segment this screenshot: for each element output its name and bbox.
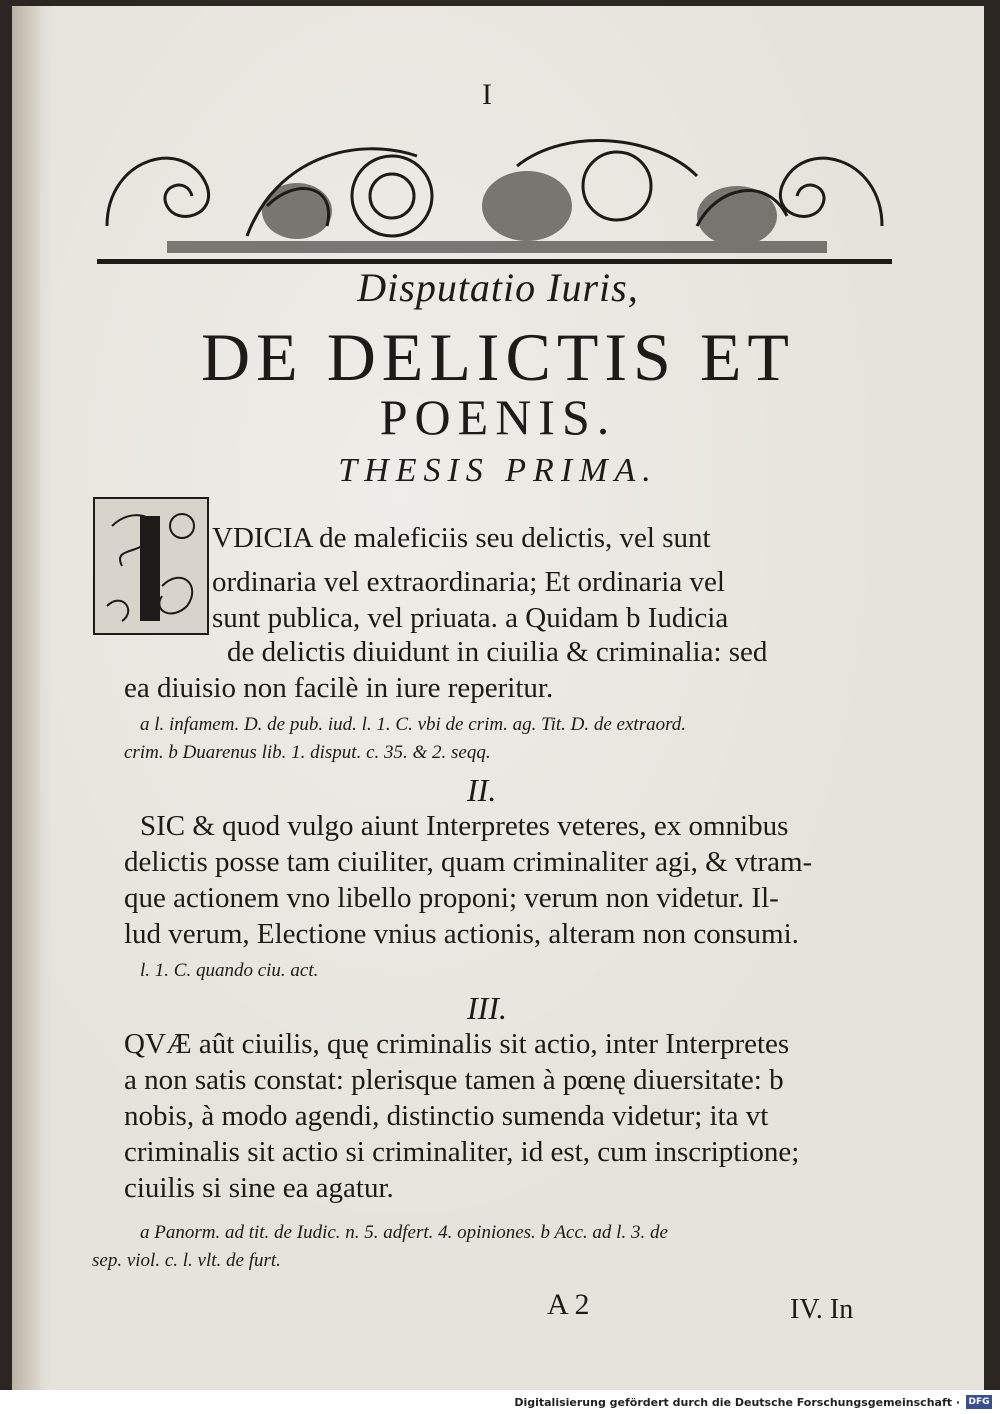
catchword: IV. In [790,1294,854,1325]
paragraph1-line-2: ordinaria vel extraordinaria; Et ordinaria vel [212,566,725,598]
subtitle: Disputatio Iuris, [357,265,639,310]
paragraph1-line-5: ea diuisio non facilè in iure reperitur. [124,672,554,704]
page-number: I [482,78,492,111]
paragraph3-line-1: QVÆ aût ciuilis, quę criminalis sit actio, inter Interpretes [124,1028,790,1060]
paragraph3-line-4: criminalis sit actio si criminaliter, id est, cum inscriptione; [124,1136,800,1168]
footnote3-line-1: a Panorm. ad tit. de Iudic. n. 5. adfert. 4. opiniones. b Acc. ad l. 3. de [140,1222,668,1243]
binding-edge [12,6,40,1390]
ornamental-headpiece [97,116,892,266]
decorated-initial [92,496,210,636]
dfg-logo: DFG [966,1395,992,1409]
footnote3-line-2: sep. viol. c. l. vlt. de furt. [92,1250,281,1271]
paragraph2-line-3: que actionem vno libello proponi; verum non videtur. Il- [124,882,779,914]
paragraph2-line-2: delictis posse tam ciuiliter, quam criminaliter agi, & vtram- [124,846,813,878]
paragraph1-line-3: sunt publica, vel priuata. a Quidam b Iudicia [212,602,729,634]
section-number-2: II. [467,772,497,808]
section-number-3: III. [467,990,507,1026]
funding-note: Digitalisierung gefördert durch die Deutsche Forschungsgemeinschaft · [514,1396,960,1409]
footnote2: l. 1. C. quando ciu. act. [140,960,319,981]
paragraph3-line-2: a non satis constat: plerisque tamen à pœnę diuersitate: b [124,1064,784,1096]
signature-mark: A 2 [547,1288,590,1321]
footnote1-line-2: crim. b Duarenus lib. 1. disput. c. 35. & 2. seqq. [124,742,491,763]
title-line-2: POENIS. [379,389,617,445]
paragraph1-line-1: VDICIA de maleficiis seu delictis, vel sunt [212,522,711,554]
paragraph3-line-3: nobis, à modo agendi, distinctio sumenda videtur; ita vt [124,1100,769,1132]
paragraph2-line-1: SIC & quod vulgo aiunt Interpretes veteres, ex omnibus [140,810,789,842]
paragraph2-line-4: lud verum, Electione vnius actionis, alteram non consumi. [124,918,799,950]
paragraph1-line-4: de delictis diuidunt in ciuilia & criminalia: sed [227,636,768,668]
title-line-1: DE DELICTIS ET [201,319,795,395]
paragraph3-line-5: ciuilis si sine ea agatur. [124,1172,394,1204]
book-page [12,6,984,1390]
footnote1-line-1: a l. infamem. D. de pub. iud. l. 1. C. vbi de crim. ag. Tit. D. de extraord. [140,714,687,735]
thesis-heading: THESIS PRIMA. [338,452,658,489]
